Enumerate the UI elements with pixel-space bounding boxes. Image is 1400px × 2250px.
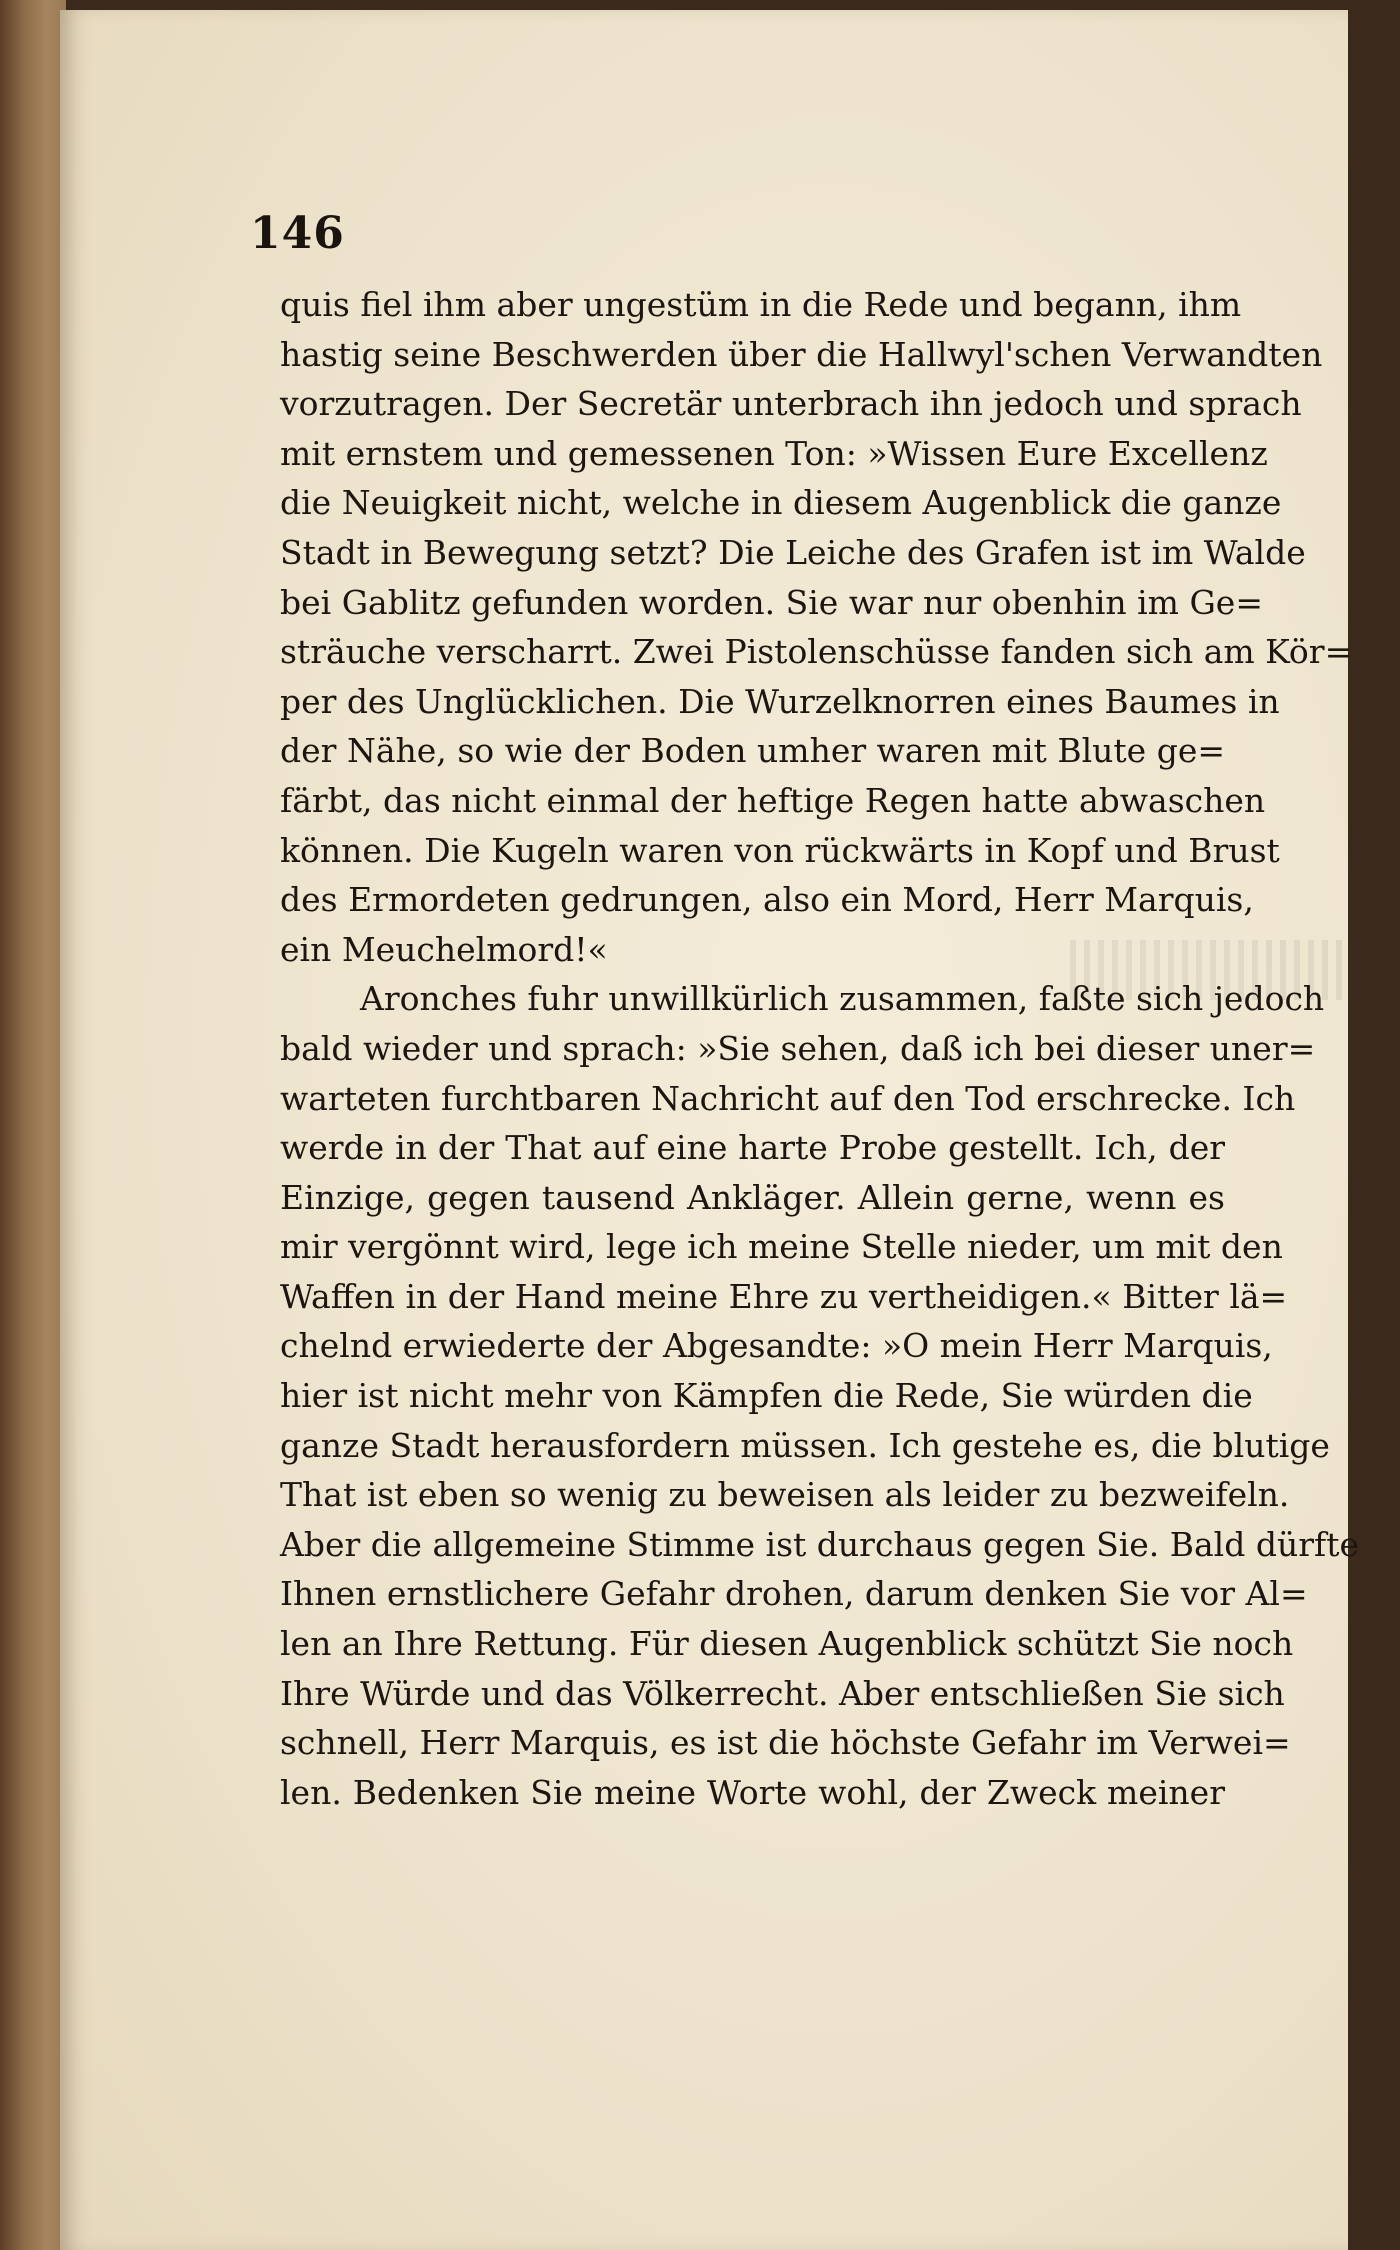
text-line: hastig seine Beschwerden über die Hallwyl'schen Verwandten [280, 334, 1323, 374]
text-line: Stadt in Bewegung setzt? Die Leiche des Grafen ist im Walde [280, 532, 1306, 572]
text-line: vorzutragen. Der Secretär unterbrach ihn jedoch und sprach [280, 384, 1302, 424]
text-line: der Nähe, so wie der Boden umher waren mit Blute ge= [280, 731, 1225, 771]
text-line: ganze Stadt herausfordern müssen. Ich gestehe es, die blutige [280, 1425, 1330, 1465]
text-line: Waffen in der Hand meine Ehre zu vertheidigen.« Bitter lä= [280, 1276, 1288, 1316]
text-line: per des Unglücklichen. Die Wurzelknorren eines Baumes in [280, 681, 1280, 721]
text-line: len an Ihre Rettung. Für diesen Augenblick schützt Sie noch [280, 1624, 1294, 1664]
text-line: Einzige, gegen tausend Ankläger. Allein gerne, wenn es [280, 1177, 1225, 1217]
page-number: 146 [250, 208, 345, 259]
text-line: ein Meuchelmord!« [280, 929, 608, 969]
text-line: quis fiel ihm aber ungestüm in die Rede und begann, ihm [280, 285, 1242, 324]
body-text [280, 280, 1360, 1817]
text-line: hier ist nicht mehr von Kämpfen die Rede, Sie würden die [280, 1376, 1253, 1416]
text-line: sträuche verscharrt. Zwei Pistolenschüsse fanden sich am Kör= [280, 632, 1353, 672]
text-line: Ihnen ernstlichere Gefahr drohen, darum denken Sie vor Al= [280, 1574, 1308, 1614]
text-line: len. Bedenken Sie meine Worte wohl, der Zweck meiner [280, 1772, 1225, 1812]
text-line: bald wieder und sprach: »Sie sehen, daß ich bei dieser uner= [280, 1028, 1316, 1068]
text-line: werde in der That auf eine harte Probe gestellt. Ich, der [280, 1128, 1225, 1168]
text-line: schnell, Herr Marquis, es ist die höchste Gefahr im Verwei= [280, 1723, 1291, 1763]
text-line: mit ernstem und gemessenen Ton: »Wissen Eure Excellenz [280, 433, 1268, 473]
text-line: die Neuigkeit nicht, welche in diesem Augenblick die ganze [280, 483, 1282, 523]
book-spine-edge [0, 0, 66, 2250]
text-line: bei Gablitz gefunden worden. Sie war nur obenhin im Ge= [280, 582, 1263, 622]
text-line: können. Die Kugeln waren von rückwärts in Kopf und Brust [280, 830, 1280, 870]
text-line: Aber die allgemeine Stimme ist durchaus gegen Sie. Bald dürfte [280, 1524, 1360, 1564]
text-line: Aronches fuhr unwillkürlich zusammen, faßte sich jedoch [360, 979, 1325, 1019]
text-line: des Ermordeten gedrungen, also ein Mord, Herr Marquis, [280, 880, 1254, 920]
text-line: That ist eben so wenig zu beweisen als leider zu bezweifeln. [280, 1475, 1290, 1515]
text-line: chelnd erwiederte der Abgesandte: »O mein Herr Marquis, [280, 1326, 1273, 1366]
text-line: mir vergönnt wird, lege ich meine Stelle nieder, um mit den [280, 1227, 1283, 1267]
text-line: färbt, das nicht einmal der heftige Regen hatte abwaschen [280, 780, 1266, 820]
text-line: Ihre Würde und das Völkerrecht. Aber entschließen Sie sich [280, 1673, 1285, 1713]
text-line: warteten furchtbaren Nachricht auf den Tod erschrecke. Ich [280, 1078, 1296, 1118]
